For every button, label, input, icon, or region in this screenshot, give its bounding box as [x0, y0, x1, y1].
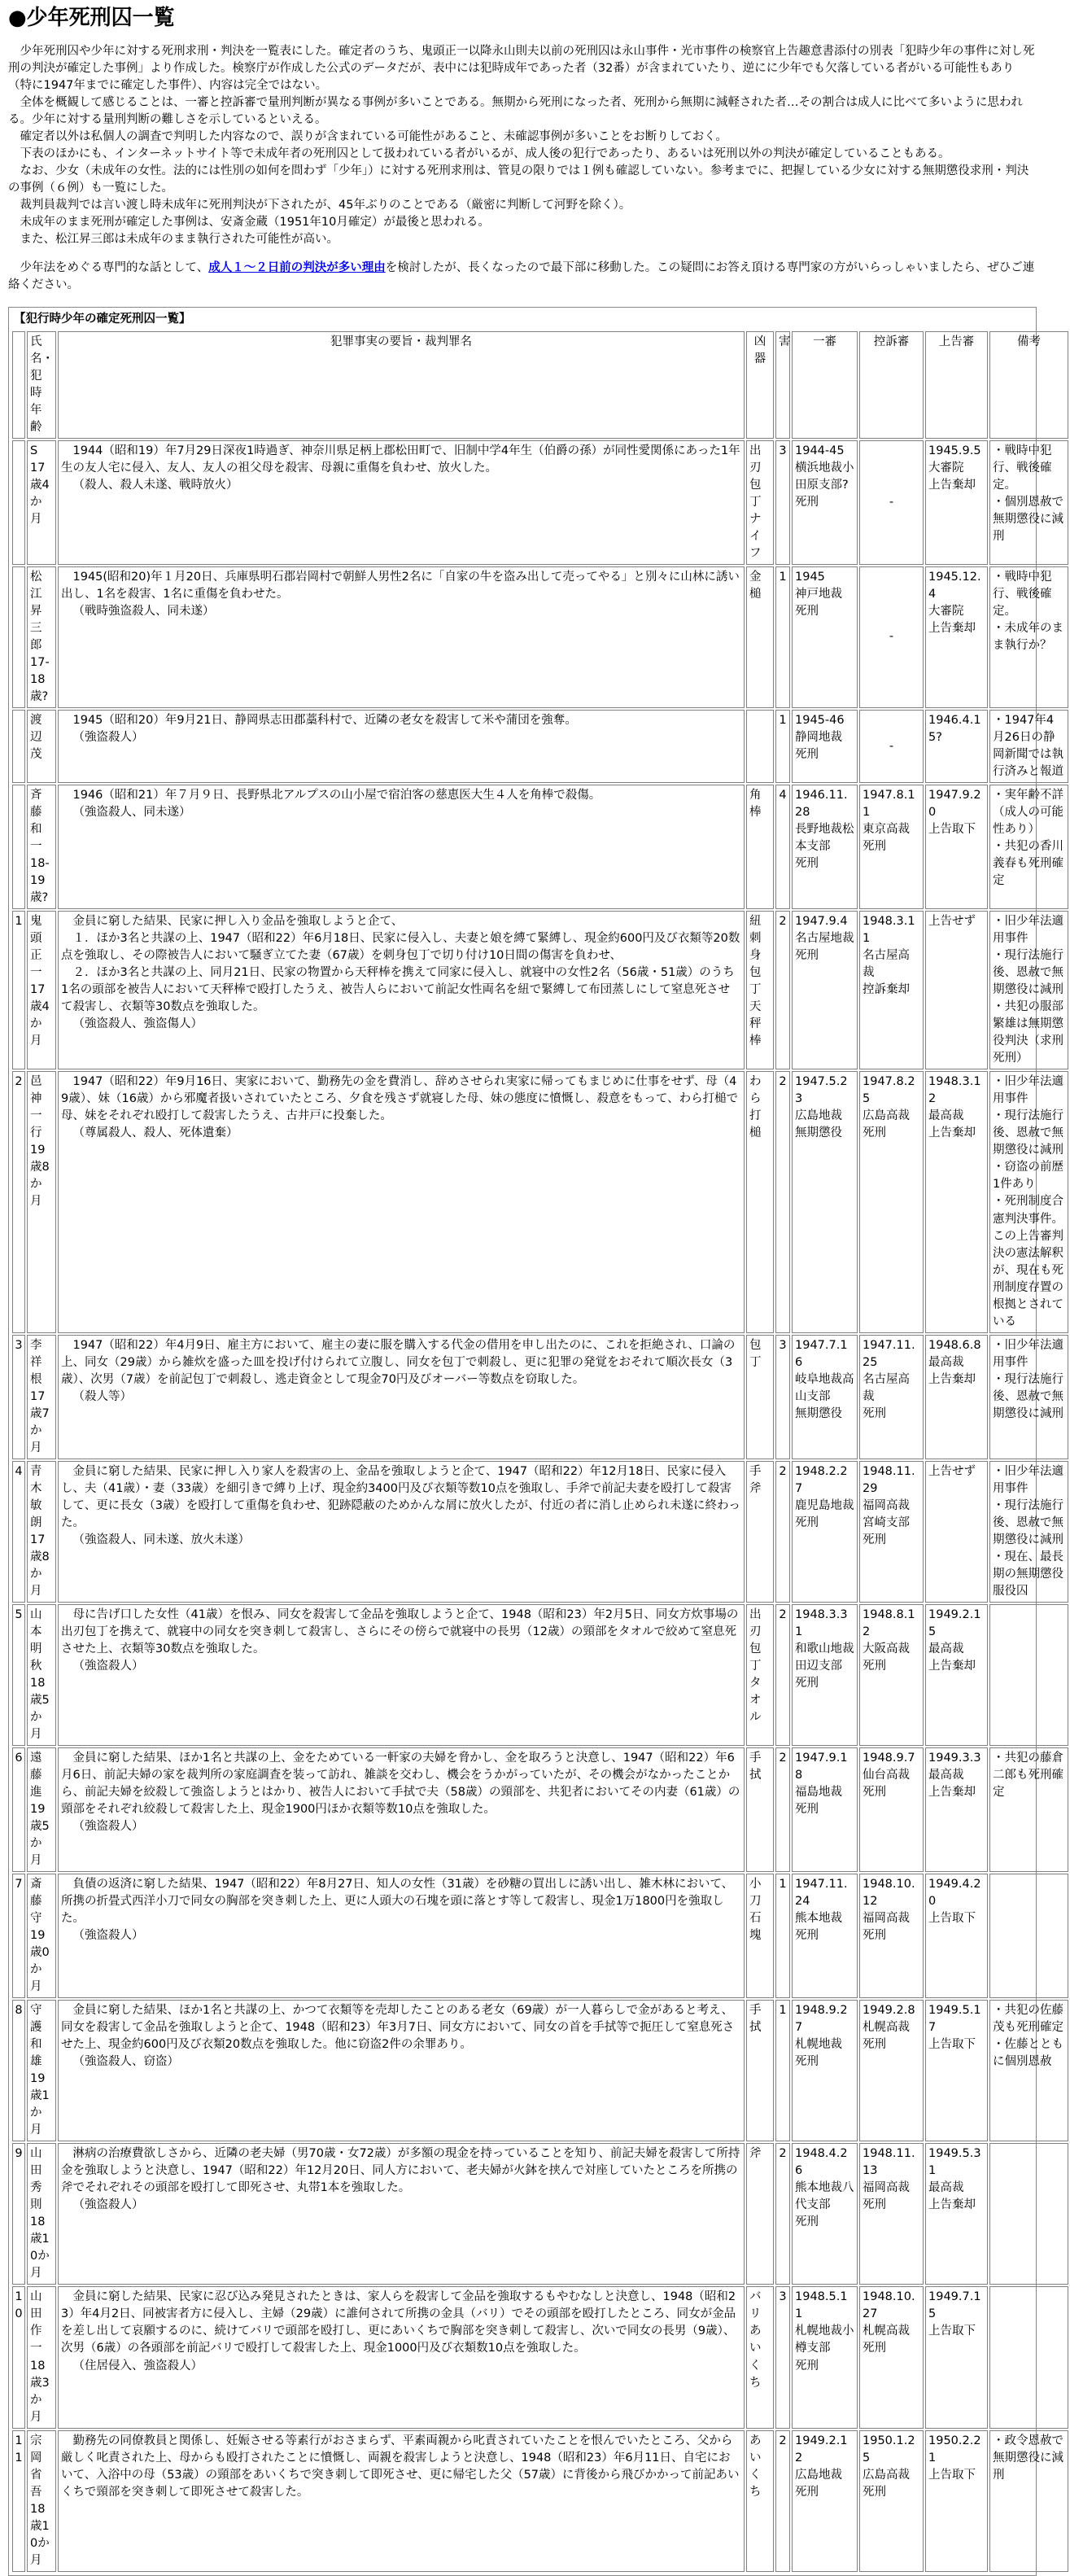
- convict-name-age: 遠藤進 19歳5か月: [27, 1747, 56, 1872]
- notes: ・旧少年法適用事件 ・現行法施行後、恩赦で無期懲役に減刑: [989, 1335, 1068, 1459]
- table-row: [12, 2430, 1068, 2572]
- crime-facts: [58, 911, 745, 1069]
- table-row: [12, 1604, 1068, 1746]
- crime-fact-line: （殺人、殺人未遂、戦時放火）: [72, 478, 238, 492]
- appeal-court: -: [859, 710, 924, 783]
- header-weapon: 凶器: [746, 331, 774, 439]
- header-first-instance: 一審: [792, 331, 858, 439]
- crime-fact-line: 金員に窮した結果、民家に忍び込み発見されたときは、家人らを殺害して金品を強取するもやむなしと決意し、1948（昭和23）年4月2日、同被害者方に侵入し、主婦（29歳）に誰何されて所携の金具（バリ）でその頭部を殴打したところ、同女が金品を差し出して哀願するのに、続けてバリで頭部を殴打し、更にあいくちで胸部を突き刺して殺害し、次いで同女の長男（9歳）、次男（6歳）の各頭部を前記バリで殴打して殺害した上、現金1000円及び衣類数10点を強取した。: [61, 2290, 736, 2355]
- crime-fact-line: （殺人等）: [72, 1389, 132, 1403]
- first-instance: 1947.7.16 岐阜地裁高山支部 無期懲役: [792, 1335, 858, 1459]
- crime-facts: [58, 2286, 745, 2428]
- supreme-court: 1949.7.15 上告取下: [925, 2286, 988, 2428]
- crime-fact-line: （強盗殺人、強盗傷人）: [72, 1017, 203, 1031]
- appeal-court: 1949.2.8 札幌高裁 死刑: [859, 2000, 924, 2141]
- convict-name-age: 山本明秋 18歳5か月: [27, 1604, 56, 1746]
- table-row: [12, 1461, 1068, 1603]
- supreme-court: 1949.5.17 上告取下: [925, 2000, 988, 2141]
- convict-name-age: 李祥根 17歳7か月: [27, 1335, 56, 1459]
- appeal-court: 1947.8.11 東京高裁 死刑: [859, 785, 924, 909]
- row-number: 7: [12, 1874, 25, 1998]
- first-instance: 1948.9.27 札幌地裁 死刑: [792, 2000, 858, 2141]
- first-instance: 1948.3.31 和歌山地裁田辺支部 死刑: [792, 1604, 858, 1746]
- convict-name-age: 山田作一 18歳3か月: [27, 2286, 56, 2428]
- crime-fact-line: （強盗殺人、窃盗）: [72, 2055, 179, 2069]
- crime-fact-line: ２．ほか3名と共謀の上、同月21日、民家の物置から天秤棒を携えて同家に侵入し、就寝中の女性2名（56歳・51歳）のうち1名の頭部を被告人において天秤棒で殴打したうえ、被告人らにおいて前記女性両名を紐で緊縛して布団蒸しにして窒息死させて殺害し、衣類等30数点を強取した。: [61, 966, 735, 1014]
- weapon: 斧: [746, 2143, 774, 2285]
- victim-count: 2: [775, 1461, 790, 1603]
- table-row: [12, 2143, 1068, 2285]
- crime-fact-line: 母に告げ口した女性（41歳）を恨み、同女を殺害して金品を強取しようと企て、1948（昭和23）年2月5日、同女方炊事場の出刃包丁を携えて、就寝中の同女を突き刺して殺害し、さらにその傍らで就寝中の長男（12歳）の頸部をタオルで絞めて窒息死させた上、衣類等30数点を強取した。: [61, 1607, 739, 1655]
- appeal-court: 1947.8.25 広島高裁 死刑: [859, 1071, 924, 1332]
- row-number: [12, 785, 25, 909]
- intro-paragraph: 少年死刑囚や少年に対する死刑求刑・判決を一覧表にした。確定者のうち、鬼頭正一以降永山則夫以前の死刑囚は永山事件・光市事件の検察官上告趣意書添付の別表「犯時少年の事件に対し死刑の判決が確定した事例」より作成した。検察庁が作成した公式のデータだが、表中には犯時成年であった者（32番）が含まれていたり、逆にに少年でも欠落している者がいる可能性もあり（特に1947年までに確定した事件）、内容は完全ではない。: [8, 44, 1035, 92]
- table-header-row: [12, 331, 1068, 439]
- convict-name-age: 鬼頭正一 17歳4か月: [27, 911, 56, 1069]
- crime-fact-line: 1946（昭和21）年７月９日、長野県北アルプスの山小屋で宿泊客の慈恵医大生４人を角棒で殺傷。: [72, 789, 601, 803]
- convict-name-age: 山田秀則 18歳10か月: [27, 2143, 56, 2285]
- crime-fact-line: 1945（昭和20）年9月21日、静岡県志田郡藁科村で、近隣の老女を殺害して米や蒲団を強奪。: [72, 714, 577, 728]
- crime-facts: [58, 2430, 745, 2572]
- crime-facts: [58, 2143, 745, 2285]
- victim-count: 3: [775, 440, 790, 565]
- crime-facts: [58, 1747, 745, 1872]
- page-title: ●少年死刑囚一覧: [8, 6, 175, 30]
- supreme-court: 1950.2.21 上告取下: [925, 2430, 988, 2572]
- victim-count: 3: [775, 2286, 790, 2428]
- weapon: [746, 710, 774, 783]
- row-number: 11: [12, 2430, 25, 2572]
- crime-facts: [58, 1461, 745, 1603]
- crime-fact-line: 1947（昭和22）年4月9日、雇主方において、雇主の妻に服を購入する代金の借用を申し出たのに、これを拒絶され、口論の上、同女（29歳）から雑炊を盛った皿を投げ付けられて立腹し、同女を包丁で刺殺し、更に犯罪の発覚をおそれて順次長女（3歳）、次男（7歳）を前記包丁で刺殺し、逃走資金として現金70円及びオーバー等数点を窃取した。: [61, 1338, 736, 1386]
- supreme-court: 1947.9.20 上告取下: [925, 785, 988, 909]
- first-instance: 1947.11.24 熊本地裁 死刑: [792, 1874, 858, 1998]
- appeal-court: 1948.9.7 仙台高裁 死刑: [859, 1747, 924, 1872]
- row-number: 9: [12, 2143, 25, 2285]
- row-number: 5: [12, 1604, 25, 1746]
- weapon: 手拭: [746, 2000, 774, 2141]
- crime-facts: [58, 1874, 745, 1998]
- weapon: わら打槌: [746, 1071, 774, 1332]
- intro-paragraph: 確定者以外は私個人の調査で判明した内容なので、誤りが含まれている可能性があること、未確認事例が多いことをお断りしておく。: [20, 129, 727, 143]
- crime-fact-line: 1945(昭和20)年１月20日、兵庫県明石郡岩岡村で朝鮮人男性2名に「自家の牛を盗み出して売ってやる」と別々に山林に誘い出し、1名を殺害、1名に重傷を負わせた。: [61, 570, 740, 601]
- first-instance: 1947.5.23 広島地裁 無期懲役: [792, 1071, 858, 1332]
- crime-fact-line: 淋病の治療費欲しさから、近隣の老夫婦（男70歳・女72歳）が多額の現金を持っていることを知り、前記夫婦を殺害して所持金を強取しようと決意し、1947（昭和22）年12月20日、同人方において、老夫婦が火鉢を挟んで対座していたところを所携の斧でそれぞれその頭部を殴打して即死させ、丸帯1本を強取した。: [61, 2147, 740, 2195]
- intro-paragraph: 全体を概観して感じることは、一審と控訴審で量刑判断が異なる事例が多いことである。無期から死刑になった者、死刑から無期に減軽された者…その割合は成人に比べて多いように思われる。少年に対する量刑判断の難しさを示しているといえる。: [8, 95, 1023, 126]
- death-row-table-frame: [8, 307, 1063, 2576]
- convict-name-age: 斎藤守 19歳0か月: [27, 1874, 56, 1998]
- crime-fact-line: 勤務先の同僚教員と関係し、妊娠させる等素行がおさまらず、平素両親から叱責されていたことを恨んでいたところ、父から厳しく叱責された上、母からも殴打されたことに憤慨し、両親を殺害しようと決意し、1948（昭和23）年6月11日、自宅において、入浴中の母（53歳）の頸部をあいくちで突き刺して即死させ、更に帰宅した父（57歳）に背後から飛びかかって前記あいくちで頸部を突き刺して即死させて殺害した。: [61, 2434, 740, 2499]
- crime-fact-line: 金員に窮した結果、民家に押し入り家人を殺害の上、金品を強取しようと企て、1947（昭和22）年12月18日、民家に侵入し、夫（41歳）・妻（33歳）を細引きで縛り上げ、現金約3400円及び衣類等数10点を強取し、手斧で前記夫妻を殴打して殺害して、更に長女（3歳）を殴打して重傷を負わせ、犯跡隠蔽のためかんな屑に放火したが、付近の者に消し止められ未遂に終わった。: [61, 1464, 740, 1529]
- notes: ・旧少年法適用事件 ・現行法施行後、恩赦で無期懲役に減刑 ・窃盗の前歴1件あり ・死刑制度合憲判決事件。この上告審判決の憲法解釈が、現在も死刑制度存置の根拠とされている: [989, 1071, 1068, 1332]
- weapon: 紐刺身包丁天秤棒: [746, 911, 774, 1069]
- crime-fact-line: （強盗殺人）: [72, 731, 144, 745]
- convict-name-age: 斉藤和一 18-19歳?: [27, 785, 56, 909]
- first-instance: 1947.9.4 名古屋地裁 死刑: [792, 911, 858, 1069]
- appeal-court: 1948.3.11 名古屋高裁 控訴棄却: [859, 911, 924, 1069]
- crime-facts: [58, 566, 745, 708]
- table-caption: 【犯行時少年の確定死刑囚一覧】: [14, 312, 191, 326]
- weapon: 角棒: [746, 785, 774, 909]
- crime-fact-line: （強盗殺人、同未遂）: [72, 806, 191, 820]
- header-facts: 犯罪事実の要旨・裁判罪名: [58, 331, 745, 439]
- table-row: [12, 566, 1068, 708]
- weapon: 出刃包丁タオル: [746, 1604, 774, 1746]
- victim-count: 2: [775, 1604, 790, 1746]
- crime-fact-line: １．ほか3名と共謀の上、1947（昭和22）年6月18日、民家に侵入し、夫妻と娘を縛て緊縛し、現金約600円及び衣類等20数点を強取し、その際被告人において騒ぎ立てた妻（67歳）を刺身包丁で切り付け10日間の傷害を負わせ、: [61, 932, 740, 963]
- notes: ・共犯の佐藤茂も死刑確定 ・佐藤とともに個別恩赦: [989, 2000, 1068, 2141]
- crime-fact-line: （強盗殺人）: [72, 1820, 144, 1834]
- crime-fact-line: （強盗殺人）: [72, 1659, 144, 1673]
- crime-fact-line: （強盗殺人）: [72, 1929, 144, 1943]
- table-row: [12, 1335, 1068, 1459]
- intro-note-before: 少年法をめぐる専門的な話として、: [20, 260, 209, 274]
- notes: ・共犯の藤倉二郎も死刑確定: [989, 1747, 1068, 1872]
- appeal-court: 1948.10.27 札幌高裁 死刑: [859, 2286, 924, 2428]
- table-row: [12, 440, 1068, 565]
- victim-count: 1: [775, 566, 790, 708]
- victim-count: 1: [775, 1874, 790, 1998]
- convict-name-age: 邑神一行 19歳8か月: [27, 1071, 56, 1332]
- first-instance: 1946.11.28 長野地裁松本支部 死刑: [792, 785, 858, 909]
- notes: ・旧少年法適用事件 ・現行法施行後、恩赦で無期懲役に減刑 ・現在、最長期の無期懲役服役囚: [989, 1461, 1068, 1603]
- supreme-court: 1949.5.31 最高裁 上告棄却: [925, 2143, 988, 2285]
- convict-name-age: S 17歳4か月: [27, 440, 56, 565]
- supreme-court: 上告せず: [925, 1461, 988, 1603]
- notes: ・戦時中犯行、戦後確定。 ・個別恩赦で無期懲役に減刑: [989, 440, 1068, 565]
- intro-paragraph: なお、少女（未成年の女性。法的には性別の如何を問わず「少年」）に対する死刑求刑は、管見の限りでは１例も確認していない。参考までに、把握している少女に対する無期懲役求刑・判決の事例（６例）も一覧にした。: [8, 164, 1029, 195]
- appeal-court: -: [859, 566, 924, 708]
- intro-paragraph: 未成年のまま死刑が確定した事例は、安斎金蔵（1951年10月確定）が最後と思われる。: [20, 215, 490, 229]
- row-number: [12, 710, 25, 783]
- convict-name-age: 宗岡省吾 18歳10か月: [27, 2430, 56, 2572]
- victim-count: 2: [775, 1747, 790, 1872]
- weapon: あいくち: [746, 2430, 774, 2572]
- header-num: [12, 331, 25, 439]
- notes: ・実年齢不詳（成人の可能性あり） ・共犯の香川義春も死刑確定: [989, 785, 1068, 909]
- intro-paragraph: また、松江昇三郎は未成年のまま執行された可能性が高い。: [20, 232, 338, 246]
- appeal-court: 1947.11.25 名古屋高裁 死刑: [859, 1335, 924, 1459]
- intro-note-after: を検討したが、長くなったので最下部に移動した。この疑問にお答え頂ける専門家の方がいらっしゃいましたら、ぜひご連絡ください。: [8, 260, 1035, 291]
- weapon: 金槌: [746, 566, 774, 708]
- row-number: 8: [12, 2000, 25, 2141]
- weapon: 包丁: [746, 1335, 774, 1459]
- notes: ・戦時中犯行、戦後確定。 ・未成年のまま執行か？: [989, 566, 1068, 708]
- first-instance: 1948.5.11 札幌地裁小樽支部 死刑: [792, 2286, 858, 2428]
- crime-fact-line: 金員に窮した結果、ほか1名と共謀の上、金をためている一軒家の夫婦を脅かし、金を取ろうと決意し、1947（昭和22）年6月6日、前記夫婦の家を裁判所の家庭調査を装って訪れ、雑談を交わし、機会をうかがっていたが、その機会がなかったことから、前記夫婦を絞殺して強盗しようとはかり、被告人において手拭で夫（58歳）の頸部を、共犯者においてその内妻（61歳）の頸部をそれぞれ絞殺して殺害した上、現金1900円ほか衣類等数10点を強取した。: [61, 1751, 740, 1817]
- table-row: [12, 710, 1068, 783]
- table-row: [12, 1747, 1068, 1872]
- victim-count: 1: [775, 2000, 790, 2141]
- row-number: 10: [12, 2286, 25, 2428]
- table-row: [12, 2286, 1068, 2428]
- header-victims: 害: [775, 331, 790, 439]
- appeal-court: 1950.1.25 広島高裁 死刑: [859, 2430, 924, 2572]
- first-instance: 1944-45 横浜地裁小田原支部? 死刑: [792, 440, 858, 565]
- crime-fact-line: （強盗殺人、同未遂、放火未遂）: [72, 1533, 250, 1546]
- table-row: [12, 2000, 1068, 2141]
- first-instance: 1947.9.18 福島地裁 死刑: [792, 1747, 858, 1872]
- row-number: 2: [12, 1071, 25, 1332]
- row-number: 1: [12, 911, 25, 1069]
- row-number: [12, 566, 25, 708]
- appeal-court: 1948.10.12 福岡高裁 死刑: [859, 1874, 924, 1998]
- header-supreme: 上告審: [925, 331, 988, 439]
- crime-fact-line: （強盗殺人）: [72, 2198, 144, 2212]
- crime-facts: [58, 2000, 745, 2141]
- victim-count: 2: [775, 1071, 790, 1332]
- victim-count: 4: [775, 785, 790, 909]
- notes: [989, 2286, 1068, 2428]
- convict-name-age: 渡辺茂: [27, 710, 56, 783]
- header-name: 氏名・犯時年齢: [27, 331, 56, 439]
- intro-note: [8, 260, 1037, 294]
- crime-facts: [58, 785, 745, 909]
- header-appeal: 控訴審: [859, 331, 924, 439]
- crime-facts: [58, 710, 745, 783]
- crime-fact-line: （尊属殺人、殺人、死体遺棄）: [72, 1126, 238, 1140]
- intro: [8, 43, 1037, 294]
- victim-count: 3: [775, 1335, 790, 1459]
- death-row-table: [11, 330, 1070, 2574]
- victim-count: 1: [775, 710, 790, 783]
- supreme-court: 1949.4.20 上告取下: [925, 1874, 988, 1998]
- intro-paragraph: 裁判員裁判では言い渡し時未成年に死刑判決が下されたが、45年ぶりのことである（厳密に判断して河野を除く）。: [20, 198, 631, 212]
- weapon: 手拭: [746, 1747, 774, 1872]
- first-instance: 1945-46 静岡地裁 死刑: [792, 710, 858, 783]
- crime-fact-line: 負債の返済に窮した結果、1947（昭和22）年8月27日、知人の女性（31歳）を砂糖の買出しに誘い出し、雑木林において、所携の折畳式西洋小刀で同女の胸部を突き刺した上、更に人頭大の石塊を頭に落とす等して殺害し、現金1万1800円を強取した。: [61, 1878, 734, 1926]
- row-number: 3: [12, 1335, 25, 1459]
- first-instance: 1948.2.27 鹿児島地裁 死刑: [792, 1461, 858, 1603]
- appeal-court: -: [859, 440, 924, 565]
- table-row: [12, 1071, 1068, 1332]
- header-notes: 備考: [989, 331, 1068, 439]
- victim-count: 2: [775, 2430, 790, 2572]
- weapon: バリあいくち: [746, 2286, 774, 2428]
- supreme-court: 1948.3.12 最高裁 上告棄却: [925, 1071, 988, 1332]
- crime-facts: [58, 440, 745, 565]
- weapon: 小刀石塊: [746, 1874, 774, 1998]
- crime-facts: [58, 1604, 745, 1746]
- appeal-court: 1948.8.12 大阪高裁 死刑: [859, 1604, 924, 1746]
- juvenile-law-link[interactable]: 成人１～２日前の判決が多い理由: [208, 260, 386, 274]
- notes: [989, 1874, 1068, 1998]
- crime-fact-line: 金員に窮した結果、民家に押し入り金品を強取しようと企て、: [72, 915, 404, 929]
- supreme-court: 1949.2.15 最高裁 上告棄却: [925, 1604, 988, 1746]
- crime-fact-line: 金員に窮した結果、ほか1名と共謀の上、かつて衣類等を売却したことのある老女（69歳）が一人暮らしで金があると考え、同女を殺害して金品を強取しようと企て、1948（昭和23）年3月7日、同女方において、同女の首を手拭等で扼圧して窒息死させた上、現金約600円及び衣類20数点を強取した。他に窃盗2件の余罪あり。: [61, 2004, 735, 2052]
- crime-facts: [58, 1335, 745, 1459]
- weapon: 手斧: [746, 1461, 774, 1603]
- convict-name-age: 守護和雄 19歳1か月: [27, 2000, 56, 2141]
- notes: ・1947年4月26日の静岡新聞では執行済みと報道: [989, 710, 1068, 783]
- row-number: [12, 440, 25, 565]
- supreme-court: 1945.9.5 大審院 上告棄却: [925, 440, 988, 565]
- notes: ・政令恩赦で無期懲役に減刑: [989, 2430, 1068, 2572]
- table-row: [12, 911, 1068, 1069]
- victim-count: 2: [775, 2143, 790, 2285]
- notes: ・旧少年法適用事件 ・現行法施行後、恩赦で無期懲役に減刑 ・共犯の服部繁雄は無期懲役判決（求刑死刑）: [989, 911, 1068, 1069]
- supreme-court: 1946.4.15?: [925, 710, 988, 783]
- first-instance: 1945 神戸地裁 死刑: [792, 566, 858, 708]
- supreme-court: 1949.3.3 最高裁 上告棄却: [925, 1747, 988, 1872]
- first-instance: 1949.2.12 広島地裁 死刑: [792, 2430, 858, 2572]
- notes: [989, 2143, 1068, 2285]
- crime-fact-line: 1944（昭和19）年7月29日深夜1時過ぎ、神奈川県足柄上郡松田町で、旧制中学4年生（伯爵の孫）が同性愛関係にあった1年生の友人宅に侵入、友人、友人の祖父母を殺害、母親に重傷を負わせ、放火した。: [61, 444, 740, 475]
- supreme-court: 1948.6.8 最高裁 上告棄却: [925, 1335, 988, 1459]
- intro-paragraph: 下表のほかにも、インターネットサイト等で未成年者の死刑囚として扱われている者がいるが、成人後の犯行であったり、あるいは死刑以外の判決が確定していることもある。: [20, 147, 950, 160]
- crime-facts: [58, 1071, 745, 1332]
- crime-fact-line: 1947（昭和22）年9月16日、実家において、勤務先の金を費消し、辞めさせられ実家に帰ってもまじめに仕事をせず、母（49歳）、妹（16歳）から邪魔者扱いされていたところ、夕食を残さず就寝した母、妹の態度に憤慨し、殺意をもって、わら打槌で母、妹をそれぞれ殴打して殺害したうえ、古井戸に投棄した。: [61, 1075, 739, 1123]
- supreme-court: 1945.12.4 大審院 上告棄却: [925, 566, 988, 708]
- crime-fact-line: （戦時強盗殺人、同未遂）: [72, 604, 215, 618]
- appeal-court: 1948.11.29 福岡高裁宮崎支部 死刑: [859, 1461, 924, 1603]
- notes: [989, 1604, 1068, 1746]
- weapon: 出刃包丁ナイフ: [746, 440, 774, 565]
- first-instance: 1948.4.26 熊本地裁八代支部 死刑: [792, 2143, 858, 2285]
- convict-name-age: 松江昇三郎 17-18歳?: [27, 566, 56, 708]
- convict-name-age: 青木敏朗 17歳8か月: [27, 1461, 56, 1603]
- row-number: 6: [12, 1747, 25, 1872]
- crime-fact-line: （住居侵入、強盗殺人）: [72, 2359, 203, 2373]
- table-row: [12, 1874, 1068, 1998]
- table-row: [12, 785, 1068, 909]
- victim-count: 2: [775, 911, 790, 1069]
- supreme-court: 上告せず: [925, 911, 988, 1069]
- row-number: 4: [12, 1461, 25, 1603]
- appeal-court: 1948.11.13 福岡高裁 死刑: [859, 2143, 924, 2285]
